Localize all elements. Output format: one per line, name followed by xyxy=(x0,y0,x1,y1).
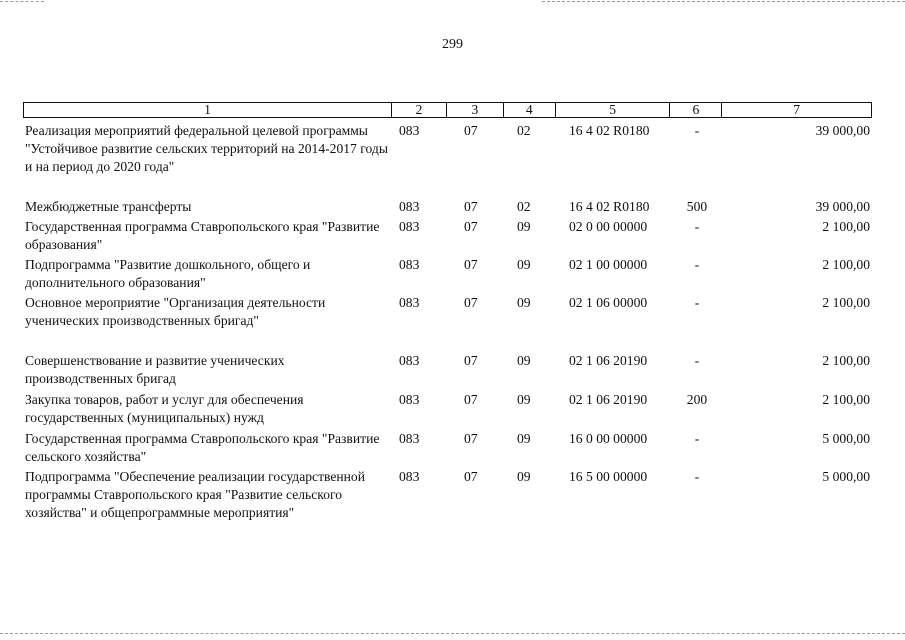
row-col-2: 083 xyxy=(399,295,420,310)
header-col-7: 7 xyxy=(793,102,801,117)
row-col-2: 083 xyxy=(399,123,420,138)
row-col-4: 09 xyxy=(517,392,531,407)
row-col-4: 09 xyxy=(517,257,531,272)
row-name: Межбюджетные трансферты xyxy=(25,199,192,214)
row-col-6: - xyxy=(694,353,700,368)
row-col-3: 07 xyxy=(464,199,478,214)
header-col-2: 2 xyxy=(392,103,447,117)
table-row xyxy=(23,198,872,216)
row-col-7: 2 100,00 xyxy=(822,392,870,407)
row-name: Основное мероприятие "Организация деятельности ученических производственных бригад" xyxy=(25,295,326,328)
table-row xyxy=(23,294,872,330)
row-col-5: 02 1 00 00000 xyxy=(569,257,648,272)
row-col-3: 07 xyxy=(464,123,478,138)
row-col-3: 07 xyxy=(464,431,478,446)
header-col-4: 4 xyxy=(504,103,556,117)
header-col-1: 1 xyxy=(24,103,392,117)
row-col-5: 02 1 06 20190 xyxy=(569,392,648,407)
row-col-7: 2 100,00 xyxy=(822,219,870,234)
row-name: Совершенствование и развитие ученических производственных бригад xyxy=(25,353,285,386)
header-col-5: 5 xyxy=(556,103,671,117)
row-col-5: 02 1 06 20190 xyxy=(569,353,648,368)
table-row xyxy=(23,352,872,388)
row-name: Реализация мероприятий федеральной целевой программы "Устойчивое развитие сельских территорий на 2014-2017 годы и на период до 2020 года" xyxy=(25,123,388,174)
table-row xyxy=(23,468,872,522)
table-row xyxy=(23,218,872,254)
budget-table xyxy=(23,102,872,520)
row-col-6: - xyxy=(694,257,700,272)
row-col-5: 02 0 00 00000 xyxy=(569,219,648,234)
row-col-5: 02 1 06 00000 xyxy=(569,295,648,310)
row-col-7: 39 000,00 xyxy=(815,199,870,214)
row-col-4: 09 xyxy=(517,219,531,234)
table-row xyxy=(23,430,872,466)
row-col-3: 07 xyxy=(464,469,478,484)
table-row xyxy=(23,256,872,292)
row-col-6: 500 xyxy=(686,199,708,214)
row-col-3: 07 xyxy=(464,257,478,272)
page-number: 299 xyxy=(442,37,463,52)
row-col-6: 200 xyxy=(686,392,708,407)
row-col-5: 16 5 00 00000 xyxy=(569,469,648,484)
scan-edge-top-right xyxy=(542,1,905,2)
table-row xyxy=(23,122,872,176)
row-col-5: 16 0 00 00000 xyxy=(569,431,648,446)
row-col-7: 2 100,00 xyxy=(822,257,870,272)
row-col-2: 083 xyxy=(399,257,420,272)
row-col-7: 5 000,00 xyxy=(822,431,870,446)
row-name: Закупка товаров, работ и услуг для обеспечения государственных (муниципальных) нужд xyxy=(25,392,304,425)
row-name: Подпрограмма "Развитие дошкольного, общего и дополнительного образования" xyxy=(25,257,311,290)
row-col-7: 39 000,00 xyxy=(815,123,870,138)
row-col-4: 09 xyxy=(517,469,531,484)
row-col-7: 2 100,00 xyxy=(822,353,870,368)
row-col-6: - xyxy=(694,219,700,234)
scan-edge-top-left xyxy=(0,1,44,2)
row-col-4: 02 xyxy=(517,199,531,214)
row-col-2: 083 xyxy=(399,392,420,407)
row-col-4: 09 xyxy=(517,295,531,310)
row-col-6: - xyxy=(694,469,700,484)
row-col-7: 5 000,00 xyxy=(822,469,870,484)
row-col-6: - xyxy=(694,123,700,138)
header-col-3: 3 xyxy=(447,103,504,117)
row-col-4: 09 xyxy=(517,431,531,446)
row-name: Подпрограмма "Обеспечение реализации государственной программы Ставропольского края "Развитие сельского хозяйства" и общепрограммные мероприятия" xyxy=(25,469,366,520)
row-col-2: 083 xyxy=(399,431,420,446)
row-col-2: 083 xyxy=(399,219,420,234)
scan-edge-bottom xyxy=(0,633,905,634)
row-col-2: 083 xyxy=(399,469,420,484)
header-col-6: 6 xyxy=(670,103,722,117)
row-col-3: 07 xyxy=(464,295,478,310)
table-header-row xyxy=(23,102,872,118)
row-col-2: 083 xyxy=(399,353,420,368)
row-col-3: 07 xyxy=(464,392,478,407)
table-row xyxy=(23,391,872,427)
row-col-6: - xyxy=(694,295,700,310)
row-name: Государственная программа Ставропольского края "Развитие образования" xyxy=(25,219,380,252)
row-col-2: 083 xyxy=(399,199,420,214)
row-col-4: 09 xyxy=(517,353,531,368)
row-col-3: 07 xyxy=(464,219,478,234)
row-col-4: 02 xyxy=(517,123,531,138)
row-col-7: 2 100,00 xyxy=(822,295,870,310)
row-name: Государственная программа Ставропольского края "Развитие сельского хозяйства" xyxy=(25,431,380,464)
row-col-6: - xyxy=(694,431,700,446)
row-col-5: 16 4 02 R0180 xyxy=(569,199,650,214)
row-col-3: 07 xyxy=(464,353,478,368)
row-col-5: 16 4 02 R0180 xyxy=(569,123,650,138)
